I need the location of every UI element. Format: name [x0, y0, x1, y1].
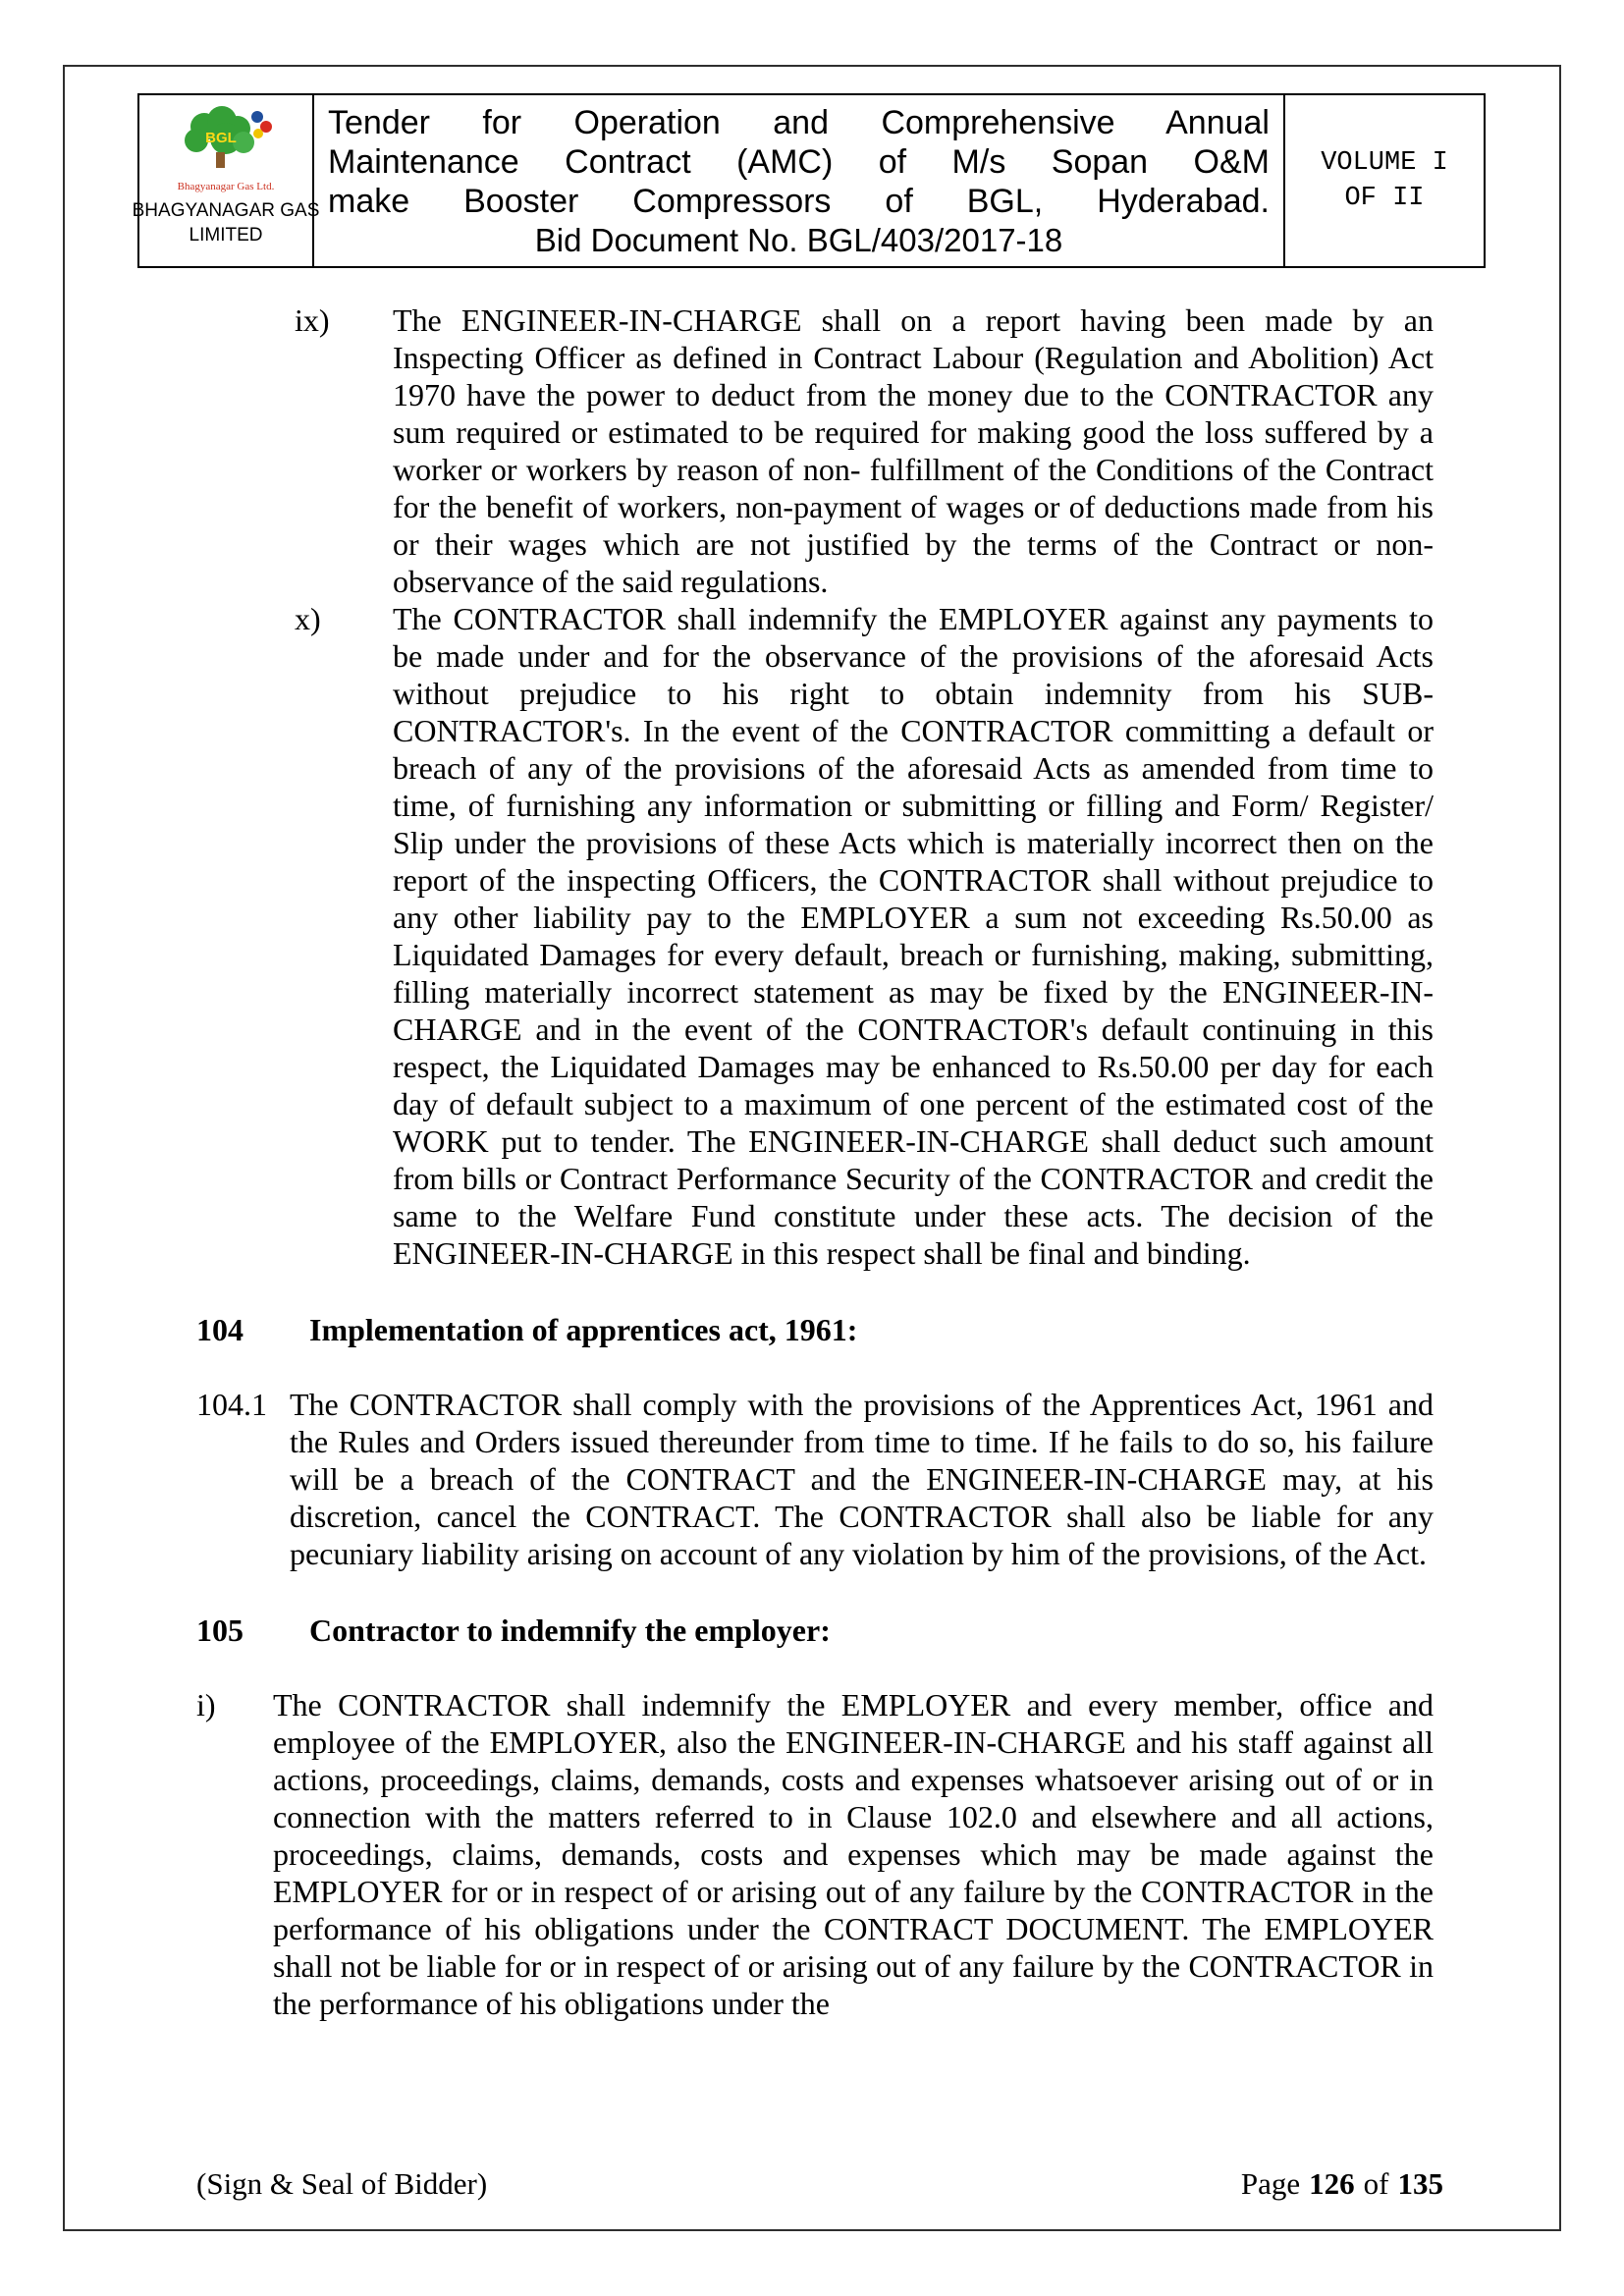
- footer-page-word: Page: [1240, 2166, 1301, 2201]
- clause-i: [196, 1686, 1434, 2022]
- tender-title-line1: Tender for Operation and Comprehensive Annual: [328, 104, 1270, 141]
- section-heading-104: [196, 1311, 1434, 1348]
- page-footer: [196, 2166, 1443, 2202]
- logo-caption: Bhagyanagar Gas Ltd.: [177, 181, 275, 192]
- clause-ix: [196, 301, 1434, 600]
- logo-cell: [132, 95, 320, 266]
- org-name-line2: LIMITED: [189, 225, 263, 246]
- clause-x-text: The CONTRACTOR shall indemnify the EMPLOYER against any payments to be made under and for the observance of the provisions of the aforesaid Acts without prejudice to his right to obtain indemnity from his SUB-CONTRACTOR's. In the event of the CONTRACTOR committing a default or breach of any of the provisions of the aforesaid Acts as amended from time to time, of furnishing any information or submitting or filling and Form/ Register/ Slip under the provisions of these Acts which is materially incorrect then on the report of the inspecting Officers, the CONTRACTOR shall without prejudice to any other liability pay to the EMPLOYER a sum not exceeding Rs.50.00 as Liquidated Damages for every default, breach or furnishing, making, submitting, filling materially incorrect statement as may be fixed by the ENGINEER-IN- CHARGE and in the event of the CONTRACTOR's default continuing in this respect, the Liquidated Damages may be enhanced to Rs.50.00 per day for each day of default subject to a maximum of one percent of the estimated cost of the WORK put to tender. The ENGINEER-IN-CHARGE shall deduct such amount from bills or Contract Performance Security of the CONTRACTOR and credit the same to the Welfare Fund constitute under these acts. The decision of the ENGINEER-IN-CHARGE in this respect shall be final and binding.: [393, 601, 1434, 1271]
- footer-page-current: 126: [1309, 2166, 1355, 2201]
- footer-of-word: of: [1363, 2166, 1389, 2201]
- footer-page-total: 135: [1397, 2166, 1443, 2201]
- header-table: [132, 93, 1486, 268]
- clause-i-label: i): [196, 1687, 216, 1722]
- bid-document-number: Bid Document No. BGL/403/2017-18: [534, 222, 1063, 258]
- tender-title-line3: make Booster Compressors of BGL, Hyderabad.: [328, 183, 1270, 220]
- volume-cell: [1285, 95, 1484, 266]
- clause-104-1: [196, 1386, 1434, 1572]
- volume-line1: VOLUME I: [1321, 148, 1448, 178]
- clause-x: [196, 600, 1434, 1272]
- section-heading-105: [196, 1612, 1434, 1649]
- footer-sign-seal: (Sign & Seal of Bidder): [196, 2166, 488, 2201]
- section-105-title: Contractor to indemnify the employer:: [309, 1613, 831, 1648]
- section-104-title: Implementation of apprentices act, 1961:: [309, 1312, 858, 1347]
- section-105-number: 105: [196, 1613, 244, 1648]
- volume-line2: OF II: [1344, 184, 1425, 213]
- clause-x-label: x): [295, 601, 321, 636]
- logo-acronym: BGL: [205, 130, 237, 146]
- page-content: [132, 93, 1486, 2022]
- clause-ix-text: The ENGINEER-IN-CHARGE shall on a report having been made by an Inspecting Officer as defined in Contract Labour (Regulation and Abolition) Act 1970 have the power to deduct from the money due to the CONTRACTOR any sum required or estimated to be required for making good the loss suffered by a worker or workers by reason of non- fulfillment of the Conditions of the Contract for the benefit of workers, non-payment of wages or of deductions made from his or their wages which are not justified by the terms of the Contract or non-observance of the said regulations.: [393, 302, 1434, 599]
- clause-104-1-label: 104.1: [196, 1387, 267, 1422]
- section-104-number: 104: [196, 1312, 244, 1347]
- tender-title-line2: Maintenance Contract (AMC) of M/s Sopan O&M: [328, 143, 1270, 181]
- document-body: [196, 301, 1434, 2022]
- bgl-logo-icon: [167, 101, 285, 197]
- clause-i-text: The CONTRACTOR shall indemnify the EMPLOYER and every member, office and employee of the EMPLOYER, also the ENGINEER-IN-CHARGE and his staff against all actions, proceedings, claims, demands, costs and expenses whatsoever arising out of or in connection with the matters referred to in Clause 102.0 and elsewhere and all actions, proceedings, claims, demands, costs and expenses which may be made against the EMPLOYER for or in respect of or arising out of any failure by the CONTRACTOR in the performance of his obligations under the CONTRACT DOCUMENT. The EMPLOYER shall not be liable for or in respect of or arising out of any failure by the CONTRACTOR in the performance of his obligations under the: [273, 1687, 1434, 2021]
- footer-page-indicator: [1241, 2166, 1443, 2202]
- title-cell: [314, 95, 1285, 266]
- clause-ix-label: ix): [295, 302, 330, 338]
- clause-104-1-text: The CONTRACTOR shall comply with the provisions of the Apprentices Act, 1961 and the Rules and Orders issued thereunder from time to time. If he fails to do so, his failure will be a breach of the CONTRACT and the ENGINEER-IN-CHARGE may, at his discretion, cancel the CONTRACT. The CONTRACTOR shall also be liable for any pecuniary liability arising on account of any violation by him of the provisions, of the Act.: [290, 1387, 1434, 1571]
- org-name-line1: BHAGYANAGAR GAS: [132, 200, 320, 221]
